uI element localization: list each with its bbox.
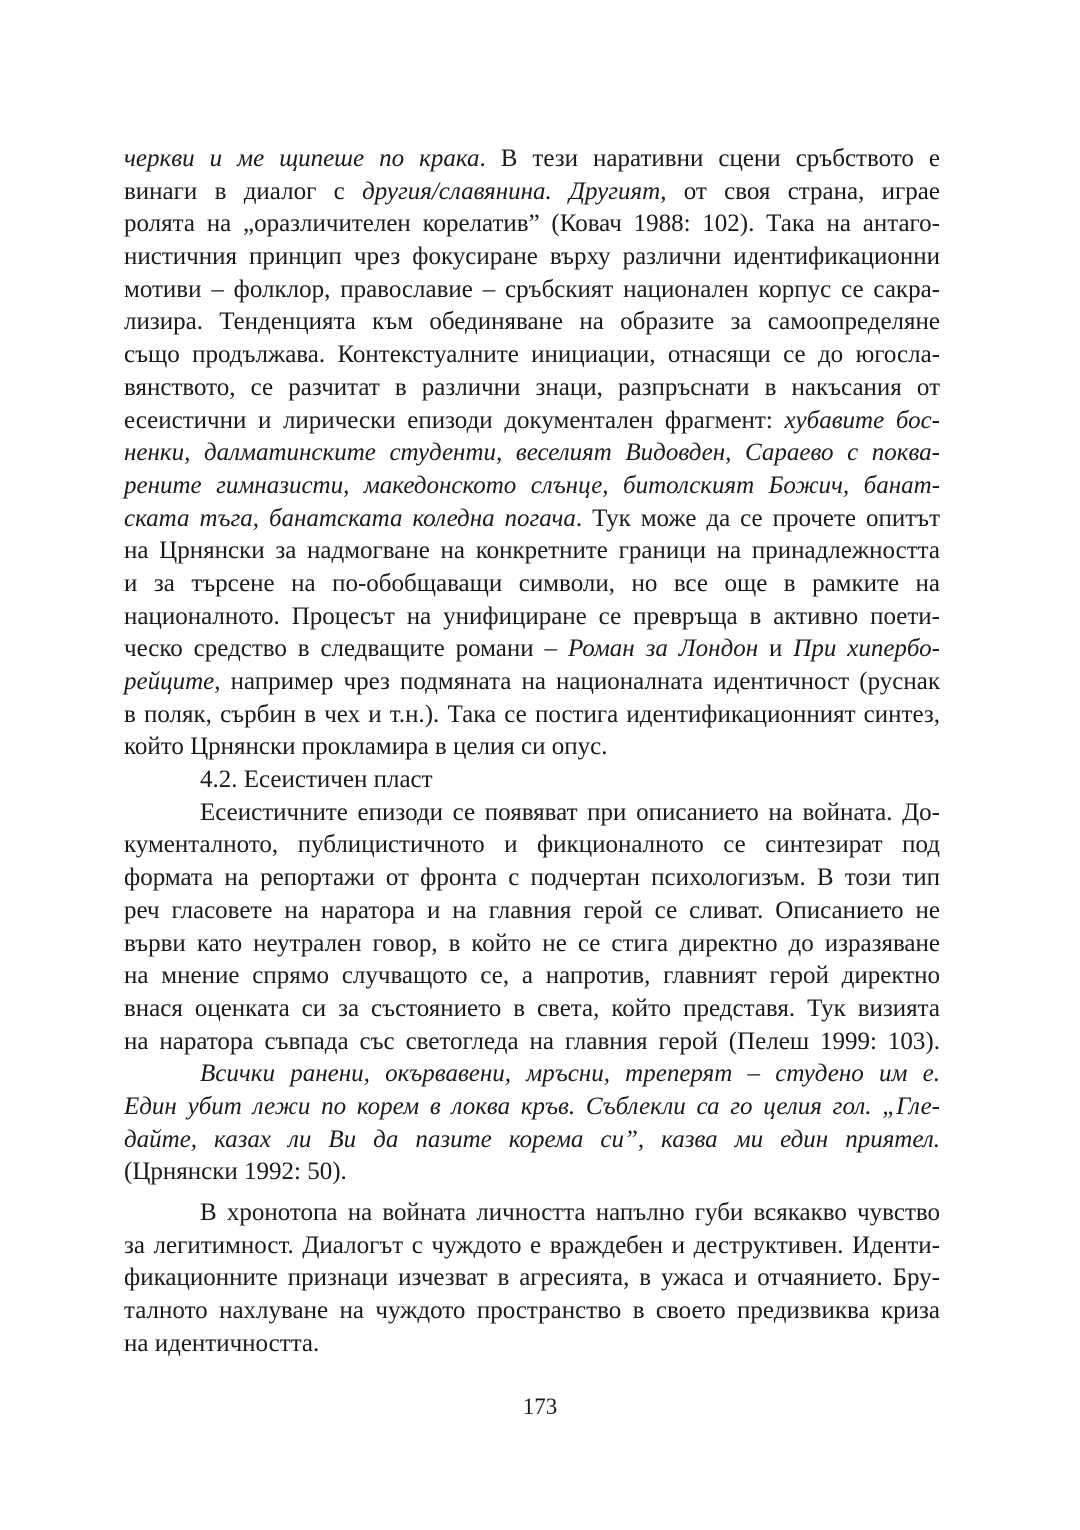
text-line	[124, 437, 940, 470]
text-line	[124, 666, 940, 699]
text-line	[124, 829, 940, 862]
text-line	[124, 1262, 940, 1295]
text-line	[124, 1091, 940, 1124]
text-line	[124, 895, 940, 928]
text-line	[124, 1026, 940, 1059]
text-line	[124, 1197, 940, 1230]
paragraph	[124, 797, 940, 1059]
text-line	[124, 1328, 940, 1361]
text-line	[124, 1295, 940, 1328]
text-line	[124, 1058, 940, 1091]
text: винаги в диалог с	[124, 177, 363, 205]
text: формата на репортажи от фронта с подчертан психологизъм. В този тип	[124, 864, 940, 892]
text: мотиви – фолклор, православие – сръбският национален корпус се сакра-	[124, 275, 940, 303]
italic-text: ската тъга, банатската коледна погача	[124, 504, 576, 532]
block-quote	[124, 1058, 940, 1189]
italic-text: другия/славянина. Другият	[362, 177, 661, 205]
text-line	[124, 993, 940, 1026]
text: , от своя страна, играе	[660, 177, 940, 205]
paragraph	[124, 143, 940, 764]
text: . Тук може да се прочете опитът	[575, 504, 940, 532]
text-line	[124, 731, 940, 764]
page-body	[124, 143, 940, 1360]
text: и за търсене на по-обобщаващи символи, но все още в рамките на	[124, 569, 940, 597]
italic-text: Роман за Лондон	[567, 635, 759, 663]
italic-text: рейците,	[124, 668, 221, 695]
text: есеистични и лирически епизоди документален фрагмент:	[124, 406, 785, 434]
text: националното. Процесът на унифициране се превръща в активно поети-	[124, 602, 940, 630]
text: ческо средство в следващите романи –	[124, 635, 568, 663]
text-line	[124, 699, 940, 732]
text-line	[124, 1230, 940, 1263]
text: например чрез подмяната на националната идентичност (руснак	[220, 668, 940, 695]
italic-text: дайте, казах ли Ви да пазите корема си”, казва ми един приятел.	[124, 1125, 940, 1153]
text-line	[124, 339, 940, 372]
text: ролята на „оразличителен корелатив” (Ковач 1988: 102). Така на антаго-	[124, 210, 940, 238]
text-line	[124, 176, 940, 209]
text-line	[124, 928, 940, 961]
text: кументалното, публицистичното и фикционалното се синтезират под	[124, 831, 940, 859]
italic-text: черкви и ме щипеше по крака	[124, 145, 480, 172]
text-line	[124, 568, 940, 601]
italic-text: При хипербо-	[793, 635, 940, 663]
italic-text: ненки, далматинските студенти, веселият Видовден, Сараево с поква-	[124, 439, 940, 467]
text-line	[124, 208, 940, 241]
text: в поляк, сърбин в чех и т.н.). Така се постига идентификационният синтез,	[124, 700, 940, 728]
italic-text: хубавите бос-	[784, 406, 940, 434]
text-line	[124, 797, 940, 830]
text: внася оценката си за състоянието в света, който представя. Тук визията	[124, 994, 940, 1022]
text: на Црнянски за надмогване на конкретните граници на принадлежността	[124, 537, 940, 565]
text-line	[124, 1124, 940, 1157]
text: (Црнянски 1992: 50).	[124, 1158, 347, 1186]
text: реч гласовете на наратора и на главния герой се сливат. Описанието не	[124, 896, 940, 924]
text-line	[124, 241, 940, 274]
text: също продължава. Контекстуалните инициации, отнасящи се до югосла-	[124, 341, 940, 369]
text-line	[124, 535, 940, 568]
quote-citation	[124, 1156, 940, 1189]
text: В хронотопа на войната личността напълно губи всякакво чувство	[200, 1199, 940, 1226]
italic-text: Един убит лежи по корем в локва кръв. Съблекли са го целия гол. „Гле-	[124, 1092, 940, 1120]
paragraph	[124, 1197, 940, 1360]
page-number: 173	[522, 1394, 558, 1419]
text-line	[124, 306, 940, 339]
text-line	[124, 601, 940, 634]
text-line	[124, 470, 940, 503]
text-line	[124, 862, 940, 895]
text: талното нахлуване на чуждото пространство в своето предизвиква криза	[124, 1297, 940, 1325]
text: Есеистичните епизоди се появяват при описанието на войната. До-	[200, 798, 940, 826]
text: който Црнянски прокламира в целия си опус.	[124, 733, 608, 761]
text-line	[124, 274, 940, 307]
section-heading: 4.2. Есеистичен пласт	[200, 766, 433, 794]
italic-text: Всички ранени, окървавени, мръсни, треперят – студено им е.	[200, 1060, 940, 1088]
text-line	[124, 372, 940, 405]
text: и	[758, 635, 794, 663]
text-line	[124, 633, 940, 666]
text: фикационните признаци изчезват в агресията, в ужаса и отчаянието. Бру-	[124, 1264, 940, 1292]
text: върви като неутрален говор, в който не се стига директно до изразяване	[124, 929, 940, 957]
text-line	[124, 405, 940, 438]
text: за легитимност. Диалогът с чуждото е враждебен и деструктивен. Иденти-	[124, 1231, 940, 1259]
text: лизира. Тенденцията към обединяване на образите за самоопределяне	[124, 308, 940, 336]
text-line	[124, 960, 940, 993]
text: на мнение спрямо случващото се, а напротив, главният герой директно	[124, 962, 940, 990]
text: . В тези наративни сцени сръбството е	[479, 145, 940, 172]
text: нистичния принцип чрез фокусиране върху различни идентификационни	[124, 243, 940, 271]
text: вянството, се разчитат в различни знаци, разпръснати в накъсания от	[124, 373, 940, 401]
text-line	[124, 503, 940, 536]
text: на наратора съвпада със светогледа на главния герой (Пелеш 1999: 103).	[124, 1027, 940, 1055]
text: на идентичността.	[124, 1329, 320, 1357]
italic-text: рените гимназисти, македонското слънце, битолският Божич, банат-	[124, 471, 940, 499]
text-line	[124, 143, 940, 176]
